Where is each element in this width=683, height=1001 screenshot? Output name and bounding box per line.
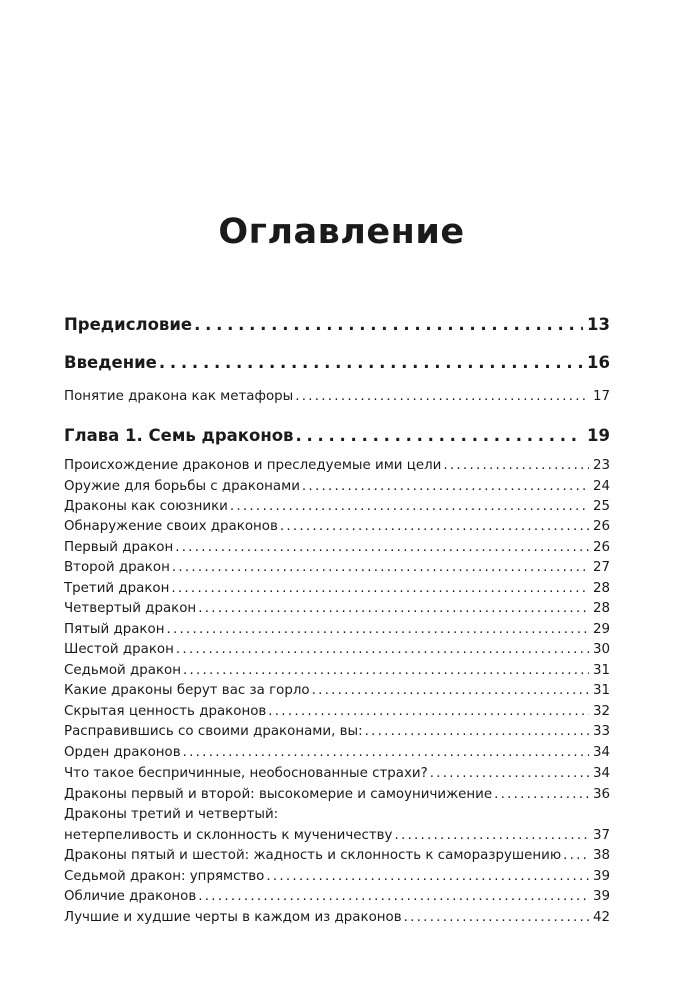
toc-entry[interactable] (64, 766, 610, 781)
page-title: Оглавление (218, 212, 465, 252)
toc-entry[interactable] (64, 704, 610, 719)
toc-entry-page: 30 (592, 642, 610, 657)
toc-entry-page: 25 (592, 499, 610, 514)
toc-entry-title: Орден драконов (64, 745, 181, 760)
toc-entry[interactable] (64, 499, 610, 514)
toc-entry-title: Обнаружение своих драконов (64, 519, 278, 534)
dot-leader (404, 910, 589, 925)
toc-entry-page: 36 (592, 787, 610, 802)
toc-entry-title: Какие драконы берут вас за горло (64, 683, 310, 698)
dot-leader (171, 581, 589, 596)
dot-leader (194, 315, 583, 334)
toc-entry[interactable] (64, 889, 610, 904)
toc-entry-page: 31 (592, 663, 610, 678)
toc-entry[interactable] (64, 622, 610, 637)
toc-entry-page: 16 (587, 353, 610, 372)
toc-entry[interactable] (64, 581, 610, 596)
toc-entry[interactable] (64, 479, 610, 494)
dot-leader (183, 745, 589, 760)
toc-entry-title: Драконы первый и второй: высокомерие и самоуничижение (64, 787, 493, 802)
toc-entry-title: Пятый дракон (64, 622, 165, 637)
toc-entry-title: Драконы третий и четвертый: (64, 807, 279, 822)
dot-leader (295, 389, 589, 404)
toc-entry-title: Происхождение драконов и преследуемые ими цели (64, 458, 442, 473)
toc-entry-page: 38 (592, 848, 610, 863)
toc-entry-title: Четвертый дракон (64, 601, 197, 616)
toc-entry-page: 32 (592, 704, 610, 719)
toc-entry-title: Второй дракон (64, 560, 170, 575)
dot-leader (172, 560, 589, 575)
dot-leader (266, 869, 589, 884)
toc-entry-title: Седьмой дракон: упрямство (64, 869, 265, 884)
toc-entry-title: Глава 1. Семь драконов (64, 426, 294, 445)
toc-entry-page: 23 (592, 458, 610, 473)
dot-leader (443, 458, 589, 473)
dot-leader (268, 704, 589, 719)
dot-leader (159, 353, 583, 372)
toc-entry-title: Расправившись со своими драконами, вы: (64, 724, 363, 739)
toc-entry-title: Предисловие (64, 315, 193, 334)
dot-leader (494, 787, 589, 802)
toc-entry-page: 42 (592, 910, 610, 925)
dot-leader (302, 479, 589, 494)
toc-entry-continued-line[interactable] (64, 807, 610, 822)
toc-entry-page: 34 (592, 766, 610, 781)
toc-entry-title: Что такое беспричинные, необоснованные страхи? (64, 766, 428, 781)
toc-entry[interactable] (64, 540, 610, 555)
toc-entry-page: 28 (592, 601, 610, 616)
toc-entry[interactable] (64, 745, 610, 760)
toc-entry-title: Драконы пятый и шестой: жадность и склонность к саморазрушению (64, 848, 562, 863)
dot-leader (183, 663, 589, 678)
dot-leader (198, 601, 589, 616)
toc-entry[interactable] (64, 828, 610, 843)
dot-leader (430, 766, 589, 781)
toc-entry[interactable] (64, 519, 610, 534)
toc-entry-foreword[interactable] (64, 315, 610, 334)
dot-leader (166, 622, 588, 637)
toc-entry-title: Введение (64, 353, 157, 372)
toc-entry-title: Третий дракон (64, 581, 170, 596)
toc-entry-page: 33 (592, 724, 610, 739)
dot-leader (230, 499, 589, 514)
dot-leader (175, 540, 589, 555)
toc-entry[interactable] (64, 458, 610, 473)
toc-entry-page: 13 (587, 315, 610, 334)
toc-entry[interactable] (64, 724, 610, 739)
toc-entry-page: 27 (592, 560, 610, 575)
dot-leader (198, 889, 589, 904)
toc-entry-page: 39 (592, 889, 610, 904)
toc-entry[interactable] (64, 663, 610, 678)
toc-entry[interactable] (64, 642, 610, 657)
toc-entry[interactable] (64, 601, 610, 616)
toc-entry-page: 31 (592, 683, 610, 698)
toc-entry-page: 19 (587, 426, 610, 445)
toc-entry-page: 34 (592, 745, 610, 760)
toc-entry-introduction[interactable] (64, 353, 610, 372)
toc-entry-title: нетерпеливость и склонность к мученичеству (64, 828, 393, 843)
toc-entry-title: Шестой дракон (64, 642, 174, 657)
toc-entry-page: 28 (592, 581, 610, 596)
dot-leader (312, 683, 589, 698)
toc-entry-title: Лучшие и худшие черты в каждом из драконов (64, 910, 402, 925)
toc-entry-page: 29 (592, 622, 610, 637)
dot-leader (280, 519, 589, 534)
dot-leader (394, 828, 588, 843)
toc-entry[interactable] (64, 848, 610, 863)
toc-entry-title: Седьмой дракон (64, 663, 181, 678)
toc-entry-page: 24 (592, 479, 610, 494)
toc-entry-title: Обличие драконов (64, 889, 197, 904)
toc-entry[interactable] (64, 787, 610, 802)
dot-leader (563, 848, 589, 863)
toc-entry-page: 26 (592, 519, 610, 534)
toc-entry-page: 37 (592, 828, 610, 843)
toc-entry[interactable] (64, 869, 610, 884)
toc-entry-page: 39 (592, 869, 610, 884)
toc-entry[interactable] (64, 683, 610, 698)
toc-entry-page: 17 (592, 389, 610, 404)
dot-leader (365, 724, 589, 739)
toc-entry-chapter-1[interactable] (64, 426, 610, 445)
toc-entry-title: Скрытая ценность драконов (64, 704, 267, 719)
toc-entry-title: Первый дракон (64, 540, 174, 555)
dot-leader (296, 426, 584, 445)
toc-entry-page: 26 (592, 540, 610, 555)
toc-entry-title: Оружие для борьбы с драконами (64, 479, 300, 494)
dot-leader (176, 642, 589, 657)
toc-entry-title: Понятие дракона как метафоры (64, 389, 294, 404)
toc-entry[interactable] (64, 560, 610, 575)
toc-entry[interactable] (64, 910, 610, 925)
toc-entry[interactable] (64, 389, 610, 404)
toc-entry-title: Драконы как союзники (64, 499, 228, 514)
